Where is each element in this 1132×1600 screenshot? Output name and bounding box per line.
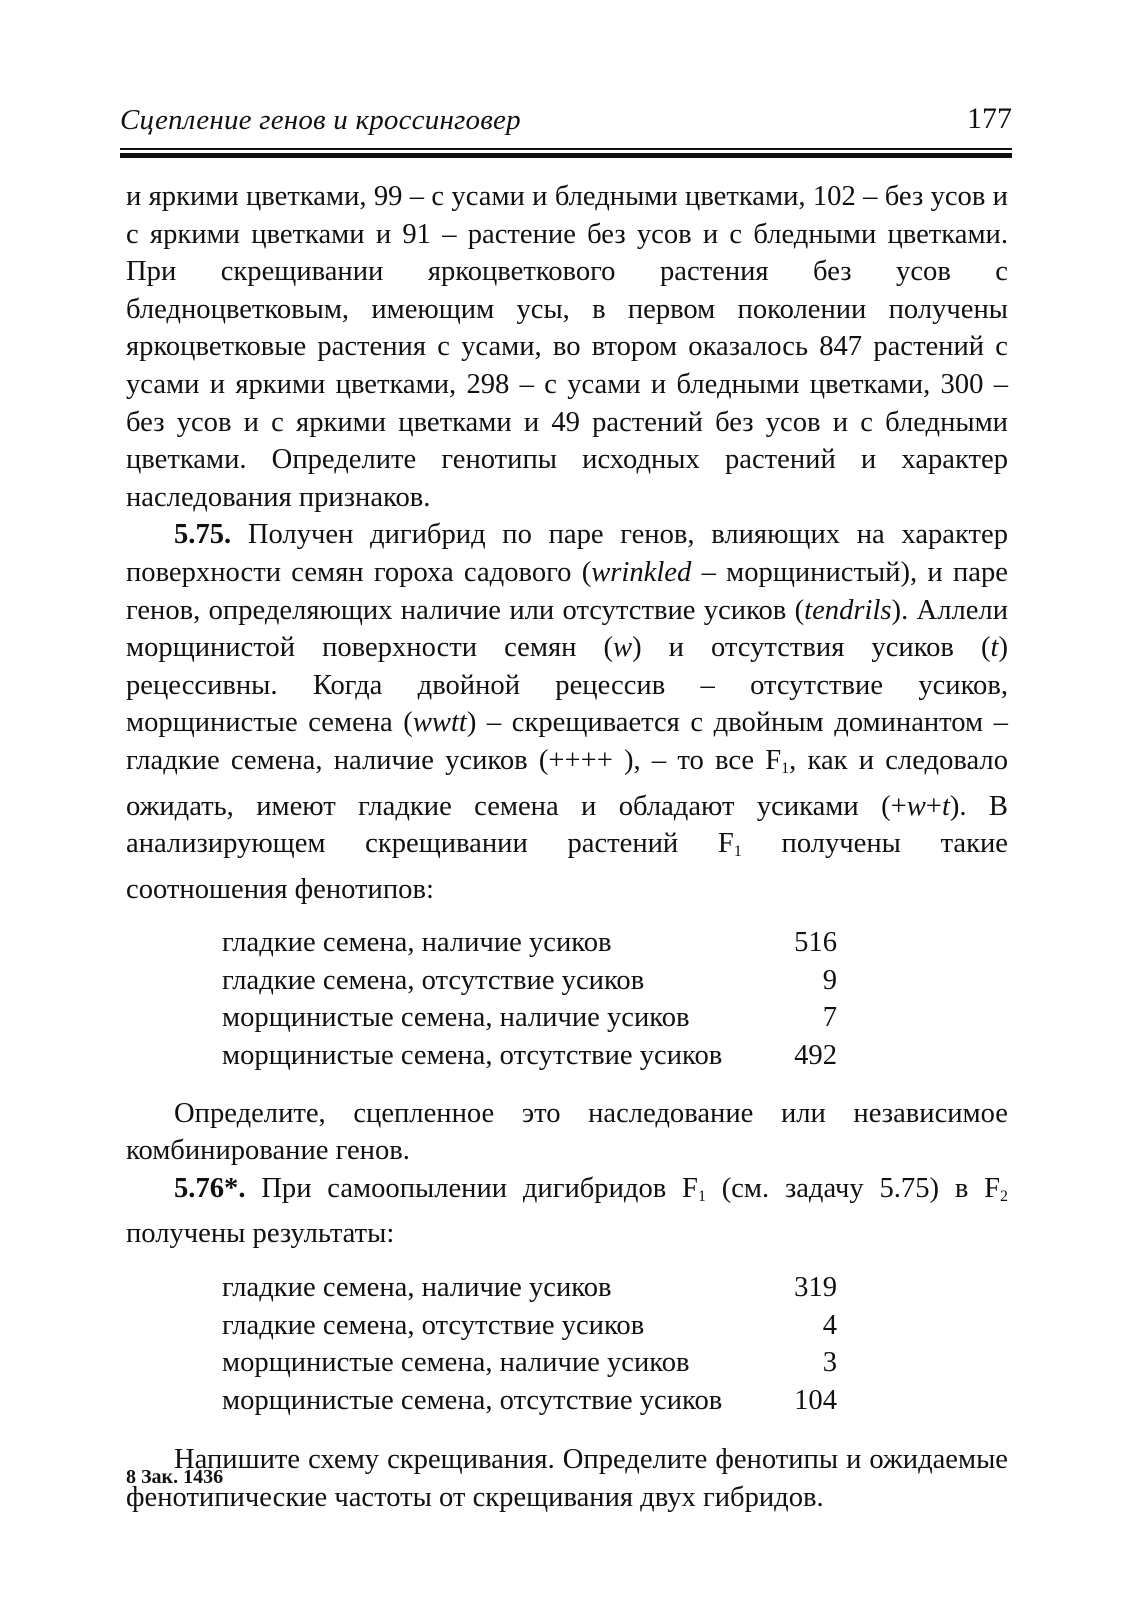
page-number: 177 xyxy=(967,102,1012,135)
table-row xyxy=(222,1269,837,1307)
subscript: 2 xyxy=(1000,1187,1009,1205)
text-run: ) и отсутствия усиков ( xyxy=(632,632,991,664)
latin-term: wrinkled xyxy=(591,556,692,588)
text-run: Получен дигибрид по паре генов, влияющих на характер поверхности семян гороха садового ( xyxy=(126,519,1008,588)
phenotype-label: морщинистые семена, наличие усиков xyxy=(222,1347,690,1379)
header-rule-thick xyxy=(120,153,1012,158)
question-5-76: Напишите схему скрещивания. Определите фенотипы и ожидаемые фенотипические частоты от скрещивания двух гибридов. xyxy=(126,1444,1008,1513)
phenotype-label: гладкие семена, наличие усиков xyxy=(222,1272,612,1304)
text-run: ) рецессивны. Когда двойной рецессив – отсутствие усиков, морщинистые семена ( xyxy=(126,632,1008,739)
subscript: 1 xyxy=(733,843,742,861)
gene-symbol: w xyxy=(906,790,926,822)
table-row xyxy=(222,924,837,962)
phenotype-count: 104 xyxy=(794,1384,837,1416)
paragraph-continued: и яркими цветками, 99 – с усами и бледными цветками, 102 – без усов и с яркими цветками и 91 – растение без усов и с бледными цветками. При скрещивании яркоцветкового растения без усов с бледноцветковым, имеющим усы, в первом поколении получены яркоцветковые растения с усами, во втором оказалось 847 растений с усами и яркими цветками, 298 – с усами и бледными цветками, 300 – без усов и с яркими цветками и 49 растений без усов и с бледными цветками. Определите генотипы исходных растений и характер наследования признаков. xyxy=(126,181,1008,513)
text-run: ) – скрещивается с двойным доминантом – гладкие семена, наличие усиков (++++ ), – то все F xyxy=(126,707,1008,776)
text-run: ). В анализирующем скрещивании растений F xyxy=(126,790,1008,860)
table-row xyxy=(222,1344,837,1382)
gene-symbol: t xyxy=(990,632,999,664)
text-run: (см. задачу 5.75) в F xyxy=(705,1172,1001,1204)
body-text xyxy=(126,178,1008,1517)
text-run: ). Аллели морщинистой поверхности семян ( xyxy=(126,594,1009,664)
phenotype-label: гладкие семена, наличие усиков xyxy=(222,927,612,959)
genotype: wwtt xyxy=(412,707,467,739)
text-run: При самоопылении дигибридов F xyxy=(245,1172,698,1204)
problem-number: 5.76*. xyxy=(174,1172,246,1204)
phenotype-count: 319 xyxy=(794,1272,837,1304)
table-row xyxy=(222,962,837,1000)
phenotype-count: 9 xyxy=(822,964,837,996)
phenotype-count: 7 xyxy=(822,1002,837,1034)
phenotype-label: морщинистые семена, отсутствие усиков xyxy=(222,1040,723,1072)
text-run: получены результаты: xyxy=(126,1218,395,1250)
header-rule-thin xyxy=(120,148,1012,150)
page-footer: 8 Зак. 1436 xyxy=(126,1466,224,1488)
phenotype-count: 3 xyxy=(822,1347,837,1379)
problem-5-76 xyxy=(126,1170,1008,1253)
text-run: + xyxy=(925,790,942,822)
phenotype-label: морщинистые семена, наличие усиков xyxy=(222,1002,690,1034)
phenotype-label: гладкие семена, отсутствие усиков xyxy=(222,964,645,996)
running-title: Сцепление генов и кроссинговер xyxy=(120,104,521,136)
phenotype-count: 4 xyxy=(822,1309,837,1341)
table-row xyxy=(222,999,837,1037)
page-header xyxy=(120,96,1012,156)
subscript: 1 xyxy=(697,1187,706,1205)
table-row xyxy=(222,1382,837,1420)
gene-symbol: t xyxy=(941,790,950,822)
text-run: , как и следовало ожидать, имеют гладкие семена и обладают усиками (+ xyxy=(126,744,1008,822)
phenotype-count: 516 xyxy=(794,927,837,959)
results-table-5-76 xyxy=(222,1269,837,1419)
subscript: 1 xyxy=(781,759,790,777)
latin-term: tendrils xyxy=(804,594,892,626)
problem-number: 5.75. xyxy=(174,519,232,551)
phenotype-count: 492 xyxy=(794,1040,837,1072)
text-run: – морщинистый), и паре генов, определяющих наличие или отсутствие усиков ( xyxy=(126,556,1008,626)
problem-5-75 xyxy=(126,516,1008,908)
phenotype-label: морщинистые семена, отсутствие усиков xyxy=(222,1384,723,1416)
table-row xyxy=(222,1037,837,1075)
results-table-5-75 xyxy=(222,924,837,1074)
table-row xyxy=(222,1307,837,1345)
question-5-75: Определите, сцепленное это наследование или независимое комбинирование генов. xyxy=(126,1097,1008,1167)
gene-symbol: w xyxy=(613,632,633,664)
text-run: получены такие соотношения фенотипов: xyxy=(126,828,1008,905)
phenotype-label: гладкие семена, отсутствие усиков xyxy=(222,1309,645,1341)
